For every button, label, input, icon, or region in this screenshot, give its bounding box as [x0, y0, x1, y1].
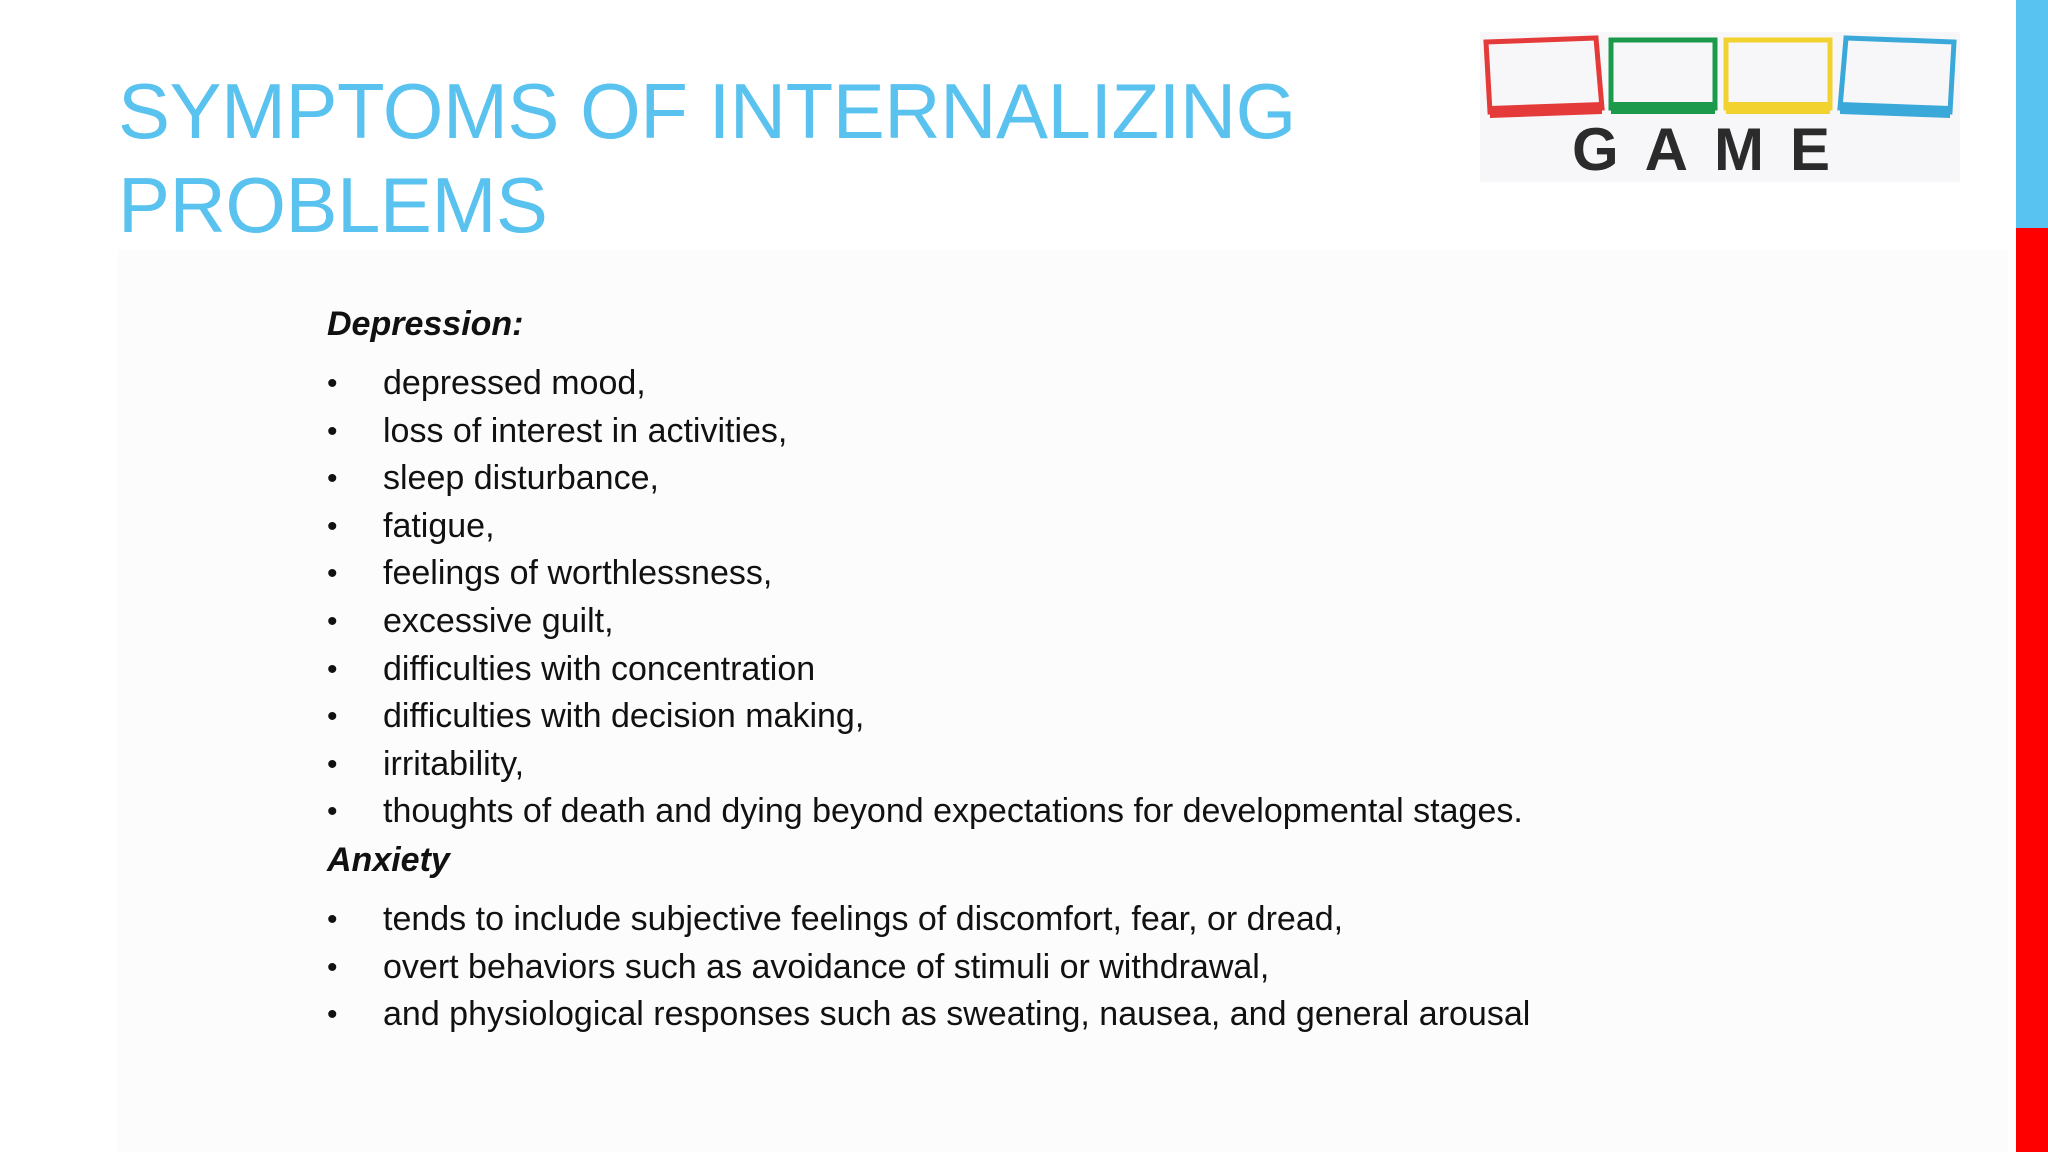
list-item: • fatigue, — [327, 503, 1727, 551]
bullet-icon: • — [327, 462, 338, 496]
slide-title — [118, 64, 1418, 252]
list-item: • tends to include subjective feelings of discomfort, fear, or dread, — [327, 896, 1727, 944]
bullet-icon: • — [327, 557, 338, 591]
list-item: • depressed mood, — [327, 360, 1727, 408]
logo-frame-red — [1486, 38, 1602, 118]
edge-accent-blue — [2016, 0, 2048, 228]
bullet-icon: • — [327, 414, 338, 448]
anxiety-list — [327, 896, 1727, 1039]
logo-frame-yellow — [1726, 40, 1830, 114]
bullet-icon: • — [327, 902, 338, 936]
bullet-icon: • — [327, 700, 338, 734]
bullet-icon: • — [327, 509, 338, 543]
bullet-icon: • — [327, 367, 338, 400]
list-item: • difficulties with decision making, — [327, 693, 1727, 741]
slide-title-line-2: PROBLEMS — [118, 161, 548, 249]
list-item: • feelings of worthlessness, — [327, 550, 1727, 598]
logo-wordmark: GAME — [1572, 116, 1856, 183]
bullet-icon: • — [327, 747, 338, 781]
bullet-icon: • — [327, 652, 338, 686]
list-item: • sleep disturbance, — [327, 455, 1727, 503]
slide-body — [327, 300, 1727, 1039]
game-logo — [1480, 32, 1960, 182]
section-heading-depression: Depression: — [327, 305, 524, 343]
list-item: • and physiological responses such as sweating, nausea, and general arousal — [327, 991, 1727, 1039]
bullet-icon: • — [327, 998, 338, 1032]
logo-frame-blue — [1840, 38, 1954, 118]
depression-list — [327, 360, 1727, 836]
list-item: • loss of interest in activities, — [327, 408, 1727, 456]
bullet-icon: • — [327, 604, 338, 638]
edge-accent-red — [2016, 228, 2048, 1152]
list-item: • excessive guilt, — [327, 598, 1727, 646]
list-item: • difficulties with concentration — [327, 646, 1727, 694]
list-item: • irritability, — [327, 741, 1727, 789]
list-item: • overt behaviors such as avoidance of stimuli or withdrawal, — [327, 944, 1727, 992]
bullet-icon: • — [327, 950, 338, 984]
bullet-icon: • — [327, 795, 338, 829]
list-item: • thoughts of death and dying beyond expectations for developmental stages. — [327, 788, 1727, 836]
slide-title-line-1: SYMPTOMS OF INTERNALIZING — [118, 67, 1296, 155]
section-heading-anxiety: Anxiety — [327, 840, 450, 879]
logo-frame-green — [1611, 40, 1715, 114]
